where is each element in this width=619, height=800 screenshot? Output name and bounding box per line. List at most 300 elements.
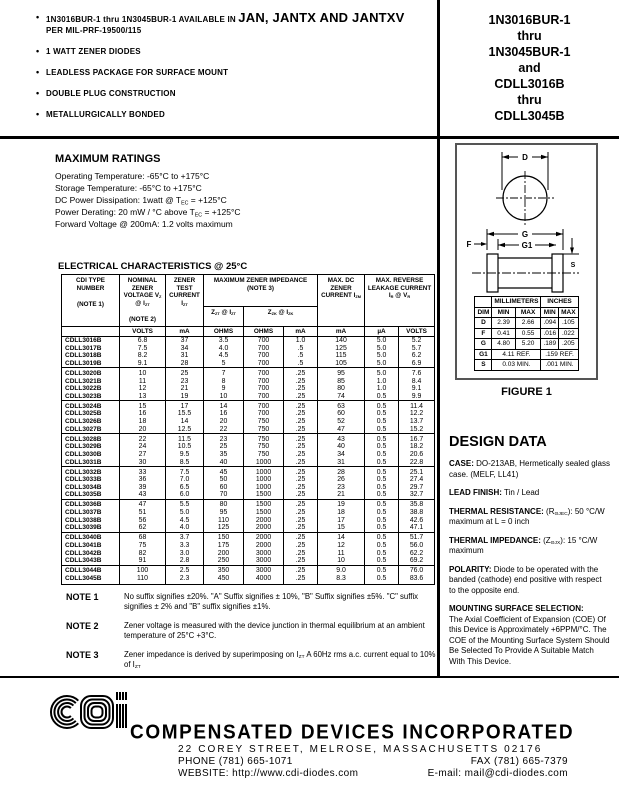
table-row: [62, 542, 435, 550]
value-cell: 7: [204, 368, 244, 378]
value-cell: 450: [204, 575, 244, 585]
nominal-header-text: NOMINAL ZENER VOLTAGE $V_Z$ @ $I_{ZT}$: [123, 277, 162, 307]
value-cell: 12.5: [166, 426, 204, 434]
footer: [0, 678, 619, 800]
table-row: [62, 509, 435, 517]
type-cell: CDLL3030B: [62, 451, 120, 459]
col-header-izm: MAX. DC ZENER CURRENT $I_{ZM}$: [318, 275, 365, 327]
value-cell: 1.0: [365, 385, 399, 393]
table-row: [62, 565, 435, 575]
feature-text: [46, 12, 405, 36]
value-cell: 2000: [244, 532, 284, 542]
design-label: LEAD FINISH:: [449, 488, 502, 497]
value-cell: 40: [318, 443, 365, 451]
value-cell: 28: [166, 360, 204, 368]
value-cell: 11: [120, 378, 166, 386]
note-label: NOTE 1: [66, 592, 99, 602]
dim-label-s: S: [570, 262, 576, 269]
type-header-note: (NOTE 1): [77, 301, 104, 308]
value-cell: 21: [166, 385, 204, 393]
dim-value: .094: [541, 318, 559, 329]
feature-text: DOUBLE PLUG CONSTRUCTION: [46, 89, 176, 98]
value-cell: 140: [318, 337, 365, 345]
table-row: [62, 385, 435, 393]
design-section: [449, 565, 610, 597]
value-cell: 17: [318, 517, 365, 525]
feature-bullet: [36, 46, 430, 57]
units-empty: [62, 326, 120, 337]
value-cell: 31: [166, 352, 204, 360]
value-cell: 0.5: [365, 557, 399, 565]
value-cell: 22.8: [399, 459, 435, 467]
value-cell: 82: [120, 550, 166, 558]
value-cell: 35.8: [399, 499, 435, 509]
company-address: 22 COREY STREET, MELROSE, MASSACHUSETTS 02176: [178, 744, 543, 755]
value-cell: 150: [204, 532, 244, 542]
value-cell: .25: [284, 542, 318, 550]
value-cell: .25: [284, 368, 318, 378]
value-cell: 110: [120, 575, 166, 585]
part-number-line: thru: [517, 29, 542, 43]
dim-value: .105: [559, 318, 578, 329]
value-cell: .25: [284, 532, 318, 542]
value-cell: .5: [284, 360, 318, 368]
value-cell: 8.5: [166, 459, 204, 467]
value-cell: .25: [284, 401, 318, 411]
note-label: NOTE 2: [66, 621, 99, 631]
value-cell: 11: [318, 550, 365, 558]
col-header-zzk: $Z_{ZK}$ @ $I_{ZK}$: [244, 306, 318, 326]
value-cell: 9.5: [166, 451, 204, 459]
value-cell: 16: [204, 410, 244, 418]
value-cell: 25: [166, 368, 204, 378]
value-cell: 1500: [244, 509, 284, 517]
value-cell: 750: [244, 434, 284, 444]
dim-label-g1: G1: [521, 241, 533, 250]
table-row: [62, 557, 435, 565]
value-cell: 1.0: [365, 378, 399, 386]
value-cell: 4.0: [204, 345, 244, 353]
value-cell: .25: [284, 499, 318, 509]
value-cell: .25: [284, 575, 318, 585]
design-sections: [449, 459, 610, 667]
type-cell: CDLL3026B: [62, 418, 120, 426]
value-cell: 200: [204, 550, 244, 558]
electrical-title: ELECTRICAL CHARACTERISTICS @ 25°C: [58, 261, 248, 272]
dim-in-value: .001 MIN.: [541, 360, 578, 371]
value-cell: 4.5: [204, 352, 244, 360]
value-cell: 1000: [244, 467, 284, 477]
value-cell: 700: [244, 337, 284, 345]
horizontal-rule-top: [0, 136, 619, 139]
units-ohms-2: OHMS: [244, 326, 284, 337]
type-cell: CDLL3042B: [62, 550, 120, 558]
value-cell: 0.5: [365, 434, 399, 444]
value-cell: 0.5: [365, 467, 399, 477]
value-cell: .25: [284, 491, 318, 499]
table-row: [62, 378, 435, 386]
type-cell: CDLL3020B: [62, 368, 120, 378]
value-cell: 8: [204, 378, 244, 386]
dim-value: .022: [559, 328, 578, 339]
value-cell: 23: [318, 484, 365, 492]
value-cell: 2.3: [166, 575, 204, 585]
type-cell: CDLL3034B: [62, 484, 120, 492]
value-cell: 43: [120, 491, 166, 499]
design-section: [449, 536, 610, 557]
note-item: [66, 592, 436, 612]
dim-name: F: [475, 328, 492, 339]
bullet-dot: •: [36, 67, 40, 77]
col-header-impedance: MAXIMUM ZENER IMPEDANCE (NOTE 3): [204, 275, 318, 307]
value-cell: 5.0: [365, 360, 399, 368]
value-cell: 1500: [244, 491, 284, 499]
table-row: [62, 524, 435, 532]
table-row: [62, 345, 435, 353]
electrical-table: [61, 274, 435, 585]
type-cell: CDLL3032B: [62, 467, 120, 477]
value-cell: 5.2: [399, 337, 435, 345]
value-cell: 0.5: [365, 476, 399, 484]
table-row: [62, 426, 435, 434]
table-row: [62, 393, 435, 401]
value-cell: 0.5: [365, 426, 399, 434]
col-header-zzt: $Z_{ZT}$ @ $I_{ZT}$: [204, 306, 244, 326]
design-section: [449, 459, 610, 480]
value-cell: 0.5: [365, 542, 399, 550]
value-cell: 23: [204, 434, 244, 444]
table-row: [62, 467, 435, 477]
dim-value: 2.39: [492, 318, 515, 329]
column-divider: [437, 139, 440, 676]
value-cell: 7.6: [399, 368, 435, 378]
type-cell: CDLL3023B: [62, 393, 120, 401]
note-label: NOTE 3: [66, 650, 99, 660]
rating-line: DC Power Dissipation: 1watt @ $T_{EC} = +125^\circ C$: [55, 195, 227, 207]
value-cell: 9.0: [318, 565, 365, 575]
type-cell: CDLL3037B: [62, 509, 120, 517]
value-cell: 80: [204, 499, 244, 509]
type-header-text: CDI TYPE NUMBER: [75, 277, 106, 292]
note-item: [66, 621, 436, 641]
nominal-header-note: (NOTE 2): [129, 316, 156, 323]
value-cell: 13: [120, 393, 166, 401]
feature-list: [0, 0, 436, 136]
dims-col-mm-max: MAX: [515, 307, 541, 318]
units-row: [62, 326, 435, 337]
dim-name: G: [475, 339, 492, 350]
bullet-dot: •: [36, 109, 40, 119]
part-number-line: 1N3045BUR-1: [488, 45, 571, 59]
value-cell: 0.5: [365, 509, 399, 517]
value-cell: 9.1: [399, 385, 435, 393]
type-cell: CDLL3036B: [62, 499, 120, 509]
units-ma-1: mA: [166, 326, 204, 337]
type-cell: CDLL3041B: [62, 542, 120, 550]
mil-spec-text: PER MIL-PRF-19500/115: [46, 26, 142, 35]
value-cell: 95: [318, 368, 365, 378]
value-cell: 5.0: [166, 509, 204, 517]
value-cell: 47: [120, 499, 166, 509]
dims-in-header: INCHES: [541, 297, 578, 308]
design-section: [449, 488, 610, 499]
design-text: $(Z_{\Theta JX})$: 15 °C/W maximum: [449, 535, 598, 555]
table-row: [62, 401, 435, 411]
dims-table-body: [475, 318, 578, 371]
feature-bullet: [36, 88, 430, 99]
dim-name: G1: [475, 349, 492, 360]
value-cell: 27: [120, 451, 166, 459]
value-cell: 100: [120, 565, 166, 575]
units-ohms-1: OHMS: [204, 326, 244, 337]
value-cell: 700: [244, 368, 284, 378]
value-cell: 0.5: [365, 401, 399, 411]
fax-number: FAX (781) 665-7379: [470, 756, 568, 767]
value-cell: .25: [284, 426, 318, 434]
value-cell: 0.5: [365, 517, 399, 525]
design-text: Tin / Lead: [501, 488, 540, 497]
rating-line: Operating Temperature: -65°C to +175°C: [55, 171, 210, 181]
value-cell: 175: [204, 542, 244, 550]
value-cell: 30: [120, 459, 166, 467]
design-section: [449, 507, 610, 528]
note-text: Zener impedance is derived by superimposing on $I_{ZT}$ A 60Hz rms a.c. current equal to 10% of $I_{ZT}$: [124, 650, 436, 671]
dim-value: 0.55: [515, 328, 541, 339]
dims-mm-header: MILLIMETERS: [492, 297, 541, 308]
value-cell: 22: [120, 434, 166, 444]
value-cell: .25: [284, 443, 318, 451]
value-cell: 33: [120, 467, 166, 477]
value-cell: 6.9: [399, 360, 435, 368]
notes-list: [66, 592, 436, 679]
type-cell: CDLL3025B: [62, 410, 120, 418]
value-cell: 32.7: [399, 491, 435, 499]
design-label: POLARITY:: [449, 564, 492, 574]
value-cell: 0.5: [365, 491, 399, 499]
value-cell: 4000: [244, 575, 284, 585]
value-cell: 0.5: [365, 459, 399, 467]
value-cell: 1500: [244, 499, 284, 509]
value-cell: 22: [204, 426, 244, 434]
value-cell: 8.3: [318, 575, 365, 585]
rating-line: Forward Voltage @ 200mA: 1.2 volts maximum: [55, 219, 233, 229]
value-cell: 91: [120, 557, 166, 565]
value-cell: 3.5: [204, 337, 244, 345]
table-row: [62, 575, 435, 585]
value-cell: .5: [284, 352, 318, 360]
dim-value: .189: [541, 339, 559, 350]
contact-block: [178, 744, 568, 779]
dim-in-value: .159 REF.: [541, 349, 578, 360]
value-cell: 11.4: [399, 401, 435, 411]
value-cell: 31: [318, 459, 365, 467]
value-cell: 25.1: [399, 467, 435, 477]
value-cell: 0.5: [365, 418, 399, 426]
type-cell: CDLL3038B: [62, 517, 120, 525]
value-cell: 40: [204, 459, 244, 467]
feature-bullet: [36, 67, 430, 78]
value-cell: 700: [244, 352, 284, 360]
bullet-dot: •: [36, 88, 40, 98]
value-cell: 750: [244, 443, 284, 451]
value-cell: 14: [204, 401, 244, 411]
elec-table-body: [62, 337, 435, 585]
design-label: THERMAL RESISTANCE:: [449, 506, 544, 516]
value-cell: 3000: [244, 557, 284, 565]
value-cell: 125: [204, 524, 244, 532]
value-cell: 70: [204, 491, 244, 499]
value-cell: 10: [318, 557, 365, 565]
design-label: CASE:: [449, 459, 474, 468]
value-cell: .5: [284, 345, 318, 353]
dim-value: 5.20: [515, 339, 541, 350]
dims-row: [475, 360, 578, 371]
value-cell: 700: [244, 401, 284, 411]
value-cell: .25: [284, 467, 318, 477]
design-section: [449, 604, 610, 667]
value-cell: 12: [120, 385, 166, 393]
dims-col-dim: DIM: [475, 307, 492, 318]
dim-value: .016: [541, 328, 559, 339]
value-cell: 1000: [244, 484, 284, 492]
value-cell: 700: [244, 393, 284, 401]
value-cell: 60: [318, 410, 365, 418]
dim-mm-value: 0.03 MIN.: [492, 360, 541, 371]
units-ma-2: mA: [284, 326, 318, 337]
value-cell: 11.5: [166, 434, 204, 444]
dim-value: 4.80: [492, 339, 515, 350]
maximum-ratings-title: MAXIMUM RATINGS: [55, 153, 161, 165]
value-cell: .25: [284, 385, 318, 393]
value-cell: 24: [120, 443, 166, 451]
jan-grades-text: JAN, JANTX AND JANTXV: [238, 10, 405, 25]
value-cell: 15.2: [399, 426, 435, 434]
type-cell: CDLL3044B: [62, 565, 120, 575]
note-text: No suffix signifies ±20%. "A" Suffix signifies ± 10%, "B" Suffix signifies ±5%. "C" suffix signifies ± 2% and "B" suffix signifies ±1%.: [124, 592, 419, 611]
type-cell: CDLL3016B: [62, 337, 120, 345]
value-cell: 63: [318, 401, 365, 411]
feature-text: 1 WATT ZENER DIODES: [46, 47, 141, 56]
value-cell: 0.5: [365, 575, 399, 585]
feature-bullet: [36, 12, 430, 36]
value-cell: 5: [204, 360, 244, 368]
type-cell: CDLL3029B: [62, 443, 120, 451]
value-cell: 0.5: [365, 550, 399, 558]
value-cell: 51: [120, 509, 166, 517]
dims-row: [475, 318, 578, 329]
value-cell: 37: [166, 337, 204, 345]
units-volts: VOLTS: [120, 326, 166, 337]
value-cell: 25: [204, 443, 244, 451]
value-cell: .25: [284, 565, 318, 575]
table-row: [62, 476, 435, 484]
type-cell: CDLL3045B: [62, 575, 120, 585]
value-cell: 750: [244, 451, 284, 459]
dims-col-mm-min: MIN: [492, 307, 515, 318]
value-cell: 5.0: [365, 368, 399, 378]
col-header-nominal-voltage: [120, 275, 166, 327]
value-cell: .25: [284, 410, 318, 418]
type-cell: CDLL3021B: [62, 378, 120, 386]
type-cell: CDLL3039B: [62, 524, 120, 532]
table-row: [62, 459, 435, 467]
type-cell: CDLL3035B: [62, 491, 120, 499]
dims-col-in-max: MAX: [559, 307, 578, 318]
value-cell: 43: [318, 434, 365, 444]
value-cell: 34: [166, 345, 204, 353]
value-cell: 21: [318, 491, 365, 499]
value-cell: 1.0: [284, 337, 318, 345]
value-cell: 105: [318, 360, 365, 368]
value-cell: 10.5: [166, 443, 204, 451]
value-cell: .25: [284, 418, 318, 426]
rating-line: Power Derating: 20 mW / °C above $T_{EC} = +125^\circ C$: [55, 207, 241, 219]
value-cell: 5.0: [365, 337, 399, 345]
value-cell: 3.3: [166, 542, 204, 550]
type-cell: CDLL3033B: [62, 476, 120, 484]
value-cell: 10: [204, 393, 244, 401]
dim-value: 2.66: [515, 318, 541, 329]
dims-row: [475, 349, 578, 360]
value-cell: 2000: [244, 524, 284, 532]
dim-label-g: G: [521, 230, 529, 239]
design-label: THERMAL IMPEDANCE:: [449, 535, 541, 545]
type-cell: CDLL3031B: [62, 459, 120, 467]
value-cell: 14: [318, 532, 365, 542]
phone-number: PHONE (781) 665-1071: [178, 756, 293, 767]
table-row: [62, 532, 435, 542]
value-cell: 2.5: [166, 565, 204, 575]
table-row: [62, 360, 435, 368]
col-header-type: [62, 275, 120, 327]
value-cell: 83.6: [399, 575, 435, 585]
part-range-text: 1N3016BUR-1 thru 1N3045BUR-1 AVAILABLE IN: [46, 15, 239, 24]
value-cell: .25: [284, 524, 318, 532]
type-cell: CDLL3022B: [62, 385, 120, 393]
value-cell: 16: [120, 410, 166, 418]
table-row: [62, 337, 435, 345]
value-cell: 74: [318, 393, 365, 401]
value-cell: 3.0: [166, 550, 204, 558]
value-cell: 5.0: [365, 345, 399, 353]
table-row: [62, 451, 435, 459]
dim-value: .205: [559, 339, 578, 350]
value-cell: 95: [204, 509, 244, 517]
value-cell: 3000: [244, 565, 284, 575]
value-cell: 51.7: [399, 532, 435, 542]
value-cell: 10: [120, 368, 166, 378]
part-number-line: 1N3016BUR-1: [488, 13, 571, 27]
value-cell: 13.7: [399, 418, 435, 426]
table-row: [62, 434, 435, 444]
value-cell: 52: [318, 418, 365, 426]
dims-table: [474, 296, 578, 371]
value-cell: 19: [318, 499, 365, 509]
design-text: The Axial Coefficient of Expansion (COE) Of this Device is Approximately +6PPM/°C. The COE of the Mounting Surface System Should Be Selected To Provide A Suitable Match With This Device.: [449, 614, 610, 666]
value-cell: 36: [120, 476, 166, 484]
value-cell: 250: [204, 557, 244, 565]
units-ma-3: mA: [318, 326, 365, 337]
table-row: [62, 352, 435, 360]
value-cell: .25: [284, 557, 318, 565]
value-cell: 18.2: [399, 443, 435, 451]
value-cell: 76.0: [399, 565, 435, 575]
value-cell: .25: [284, 476, 318, 484]
value-cell: 1000: [244, 476, 284, 484]
type-cell: CDLL3024B: [62, 401, 120, 411]
value-cell: 19: [166, 393, 204, 401]
company-name: COMPENSATED DEVICES INCORPORATED: [130, 721, 575, 744]
